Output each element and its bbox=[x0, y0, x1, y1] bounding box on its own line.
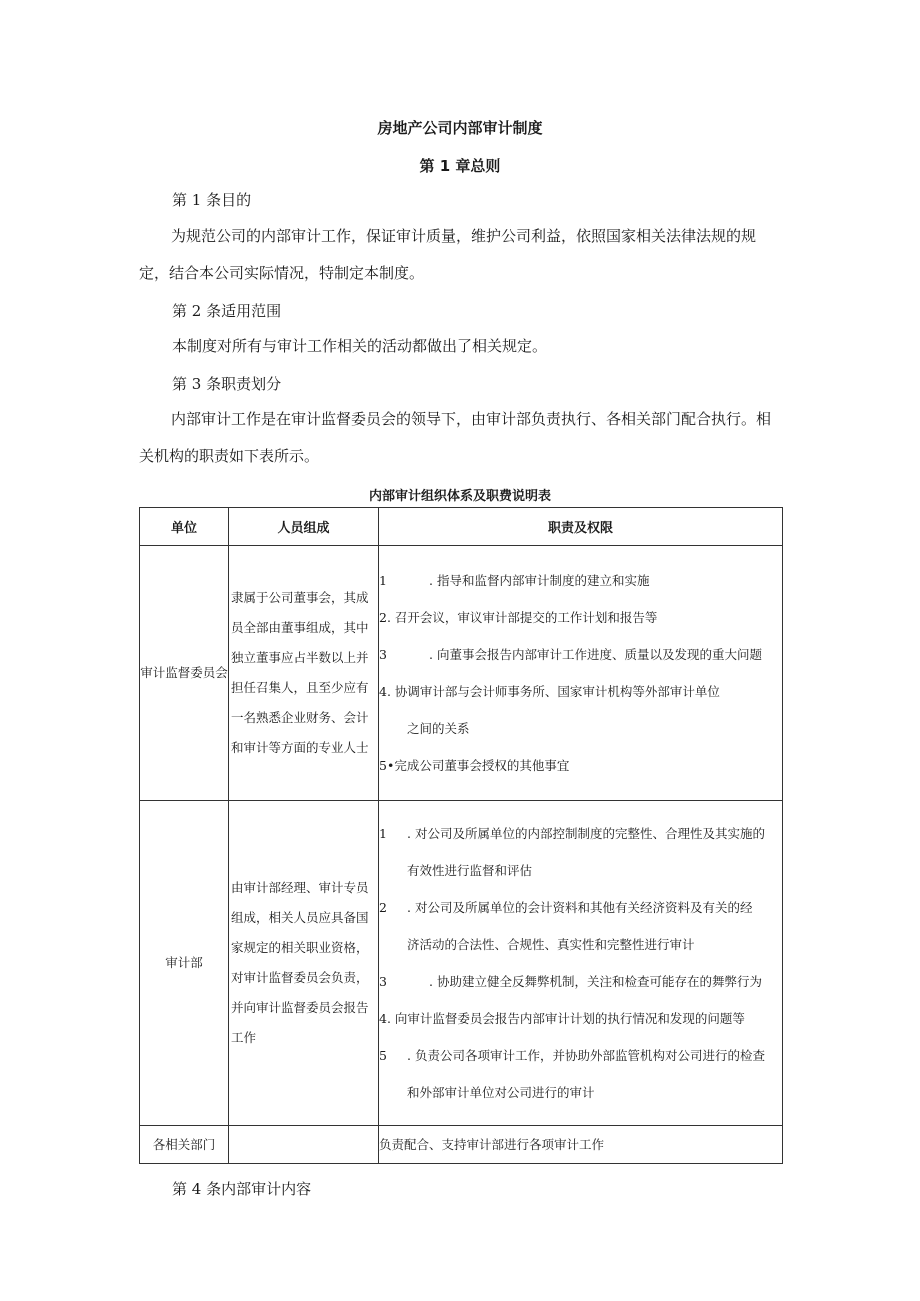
row-unit: 审计监督委员会 bbox=[140, 546, 229, 801]
table-caption: 内部审计组织体系及职费说明表 bbox=[368, 489, 551, 504]
duty-line: 有效性进行监督和评估 bbox=[407, 863, 533, 878]
row-members: 隶属于公司董事会，其成员全部由董事组成，其中独立董事应占半数以上并担任召集人，且至少应有一名熟悉企业财务、会计和审计等方面的专业人士 bbox=[229, 546, 379, 801]
duty-line: 之间的关系 bbox=[407, 721, 470, 736]
article-3-body: 内部审计工作是在审计监督委员会的领导下，由审计部负责执行、各相关部门配合执行。相关机构的职责如下表所示。 bbox=[139, 410, 772, 465]
row-duties bbox=[379, 1126, 783, 1164]
duty-line: 4. 向审计监督委员会报告内部审计计划的执行情况和发现的问题等 bbox=[379, 1011, 745, 1026]
duty-line: 2. 召开会议，审议审计部提交的工作计划和报告等 bbox=[379, 610, 658, 625]
column-header-unit: 单位 bbox=[140, 508, 229, 546]
table-header-row bbox=[140, 508, 783, 546]
row-members bbox=[229, 1126, 379, 1164]
duty-line: 和外部审计单位对公司进行的审计 bbox=[407, 1085, 595, 1100]
duty-line: 2 . 对公司及所属单位的会计资料和其他有关经济资料及有关的经 bbox=[379, 900, 753, 915]
row-members: 由审计部经理、审计专员组成，相关人员应具备国家规定的相关职业资格，对审计监督委员会负责，并向审计监督委员会报告工作 bbox=[229, 801, 379, 1126]
duty-line: 济活动的合法性、合规性、真实性和完整性进行审计 bbox=[407, 937, 695, 952]
column-header-duties: 职责及权限 bbox=[379, 508, 783, 546]
table-row bbox=[140, 546, 783, 801]
duty-line: 1 . 指导和监督内部审计制度的建立和实施 bbox=[379, 573, 650, 588]
article-2-heading: 第 2 条适用范围 bbox=[172, 302, 282, 320]
duty-line: 3 . 向董事会报告内部审计工作进度、质量以及发现的重大问题 bbox=[379, 647, 762, 662]
duty-line: 负责配合、支持审计部进行各项审计工作 bbox=[379, 1137, 605, 1152]
row-duties bbox=[379, 546, 783, 801]
table-row bbox=[140, 801, 783, 1126]
article-2-body: 本制度对所有与审计工作相关的活动都做出了相关规定。 bbox=[172, 337, 548, 355]
article-1-heading: 第 1 条目的 bbox=[172, 191, 252, 209]
chapter-heading: 第 1 章总则 bbox=[419, 157, 501, 175]
article-3-heading: 第 3 条职责划分 bbox=[172, 375, 282, 393]
duty-line: 4. 协调审计部与会计师事务所、国家审计机构等外部审计单位 bbox=[379, 684, 720, 699]
article-4-heading: 第 4 条内部审计内容 bbox=[172, 1180, 312, 1198]
duty-line: 5 . 负责公司各项审计工作，并协助外部监管机构对公司进行的检查 bbox=[379, 1048, 765, 1063]
duty-line: 5•完成公司董事会授权的其他事宜 bbox=[379, 758, 570, 773]
duty-line: 1 . 对公司及所属单位的内部控制制度的完整性、合理性及其实施的 bbox=[379, 826, 765, 841]
duty-line: 3 . 协助建立健全反舞弊机制，关注和检查可能存在的舞弊行为 bbox=[379, 974, 762, 989]
document-title: 房地产公司内部审计制度 bbox=[377, 119, 543, 137]
responsibility-table bbox=[139, 507, 783, 1164]
article-1-body: 为规范公司的内部审计工作，保证审计质量，维护公司利益，依照国家相关法律法规的规定，结合本公司实际情况，特制定本制度。 bbox=[139, 227, 757, 282]
row-unit: 各相关部门 bbox=[140, 1126, 229, 1164]
row-duties bbox=[379, 801, 783, 1126]
column-header-members: 人员组成 bbox=[229, 508, 379, 546]
row-unit: 审计部 bbox=[140, 801, 229, 1126]
table-row bbox=[140, 1126, 783, 1164]
